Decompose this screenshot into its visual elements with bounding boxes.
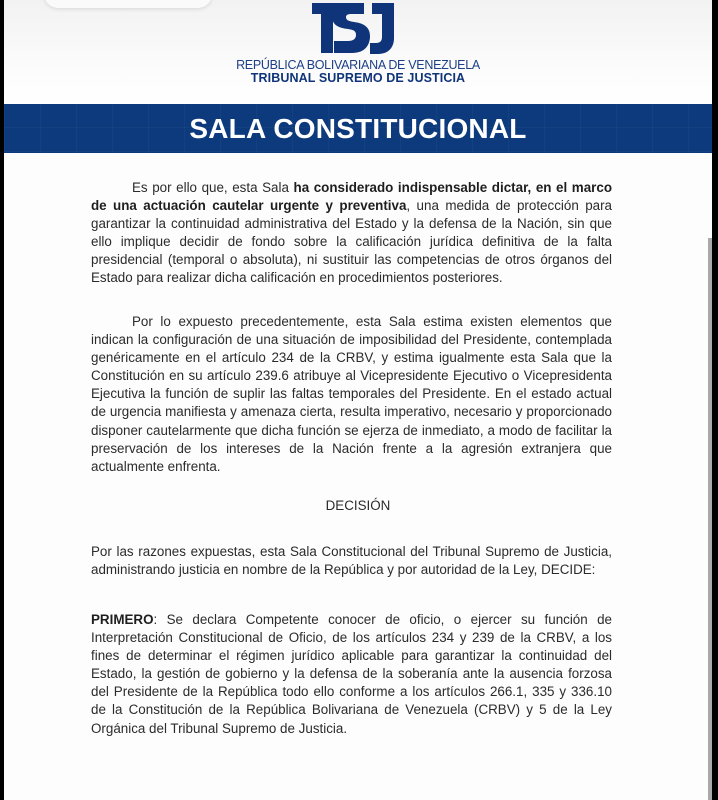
country-name: REPÚBLICA BOLIVARIANA DE VENEZUELA [236, 58, 480, 72]
paragraph-1 [91, 179, 612, 288]
banner-title: SALA CONSTITUCIONAL [189, 113, 527, 144]
letterhead [4, 0, 712, 104]
institution-name: TRIBUNAL SUPREMO DE JUSTICIA [250, 71, 466, 85]
overlay-pill [44, 0, 212, 8]
tsj-logo [312, 2, 394, 55]
paragraph-3-text: Por las razones expuestas, esta Sala Constitucional del Tribunal Supremo de Justicia, administrando justicia en nombre de la República y por autoridad de la Ley, DECIDE: [91, 544, 612, 578]
paragraph-2-text: Por lo expuesto precedentemente, esta Sala estima existen elementos que indican la configuración de una situación de imposibilidad del Presidente, contemplada genéricamente en el artículo 234 de la CRBV, y estima igualmente esta Sala que la Constitución en su artículo 239.6 atribuye al Vicepresidente Ejecutivo o Vicepresidenta Ejecutiva la función de suplir las faltas temporales del Presidente. En el estado actual de urgencia manifiesta y amenaza cierta, resulta imperativo, necesario y proporcionado disponer cautelarmente que dicha función se ejerza de inmediato, a modo de facilitar la preservación de los intereses de la Nación frente a la agresión extranjera que actualmente enfrenta. [91, 314, 612, 474]
paragraph-1-lead: Es por ello que, esta Sala [132, 180, 294, 195]
primero-label: PRIMERO [91, 612, 154, 627]
scrollbar[interactable] [708, 238, 712, 800]
paragraph-4-text: : Se declara Competente conocer de oficio, o ejercer su función de Interpretación Constitucional de Oficio, de los artículos 234 y 239 de la CRBV, a los fines de determinar el régimen jurídico aplicable para garantizar la continuidad del Estado, la gestión de gobierno y la defensa de la soberanía ante la ausencia forzosa del Presidente de la República todo ello conforme a los artículos 266.1, 335 y 336.10 de la Constitución de la República Bolivariana de Venezuela (CRBV) y 5 de la Ley Orgánica del Tribunal Supremo de Justicia. [91, 612, 612, 736]
paragraph-3 [91, 543, 612, 579]
paragraph-1-rest: , una medida de protección para garantizar la continuidad administrativa del Estado y la defensa de la Nación, sin que ello implique decidir de fondo sobre la calificación jurídica definitiva de la falta presidencial (temporal o absoluta), ni sustituir las competencias de otros órganos del Estado para realizar dicha calificación en procedimientos posteriores. [91, 198, 612, 286]
paragraph-4 [91, 611, 612, 738]
section-banner [4, 104, 712, 153]
paragraph-2 [91, 313, 612, 476]
paragraph-1-bold: ha considerado indispensable dictar, en el marco de una actuación cautelar urgente y preventiva [91, 180, 612, 214]
document-page [4, 0, 712, 800]
decision-heading: DECISIÓN [325, 498, 391, 513]
